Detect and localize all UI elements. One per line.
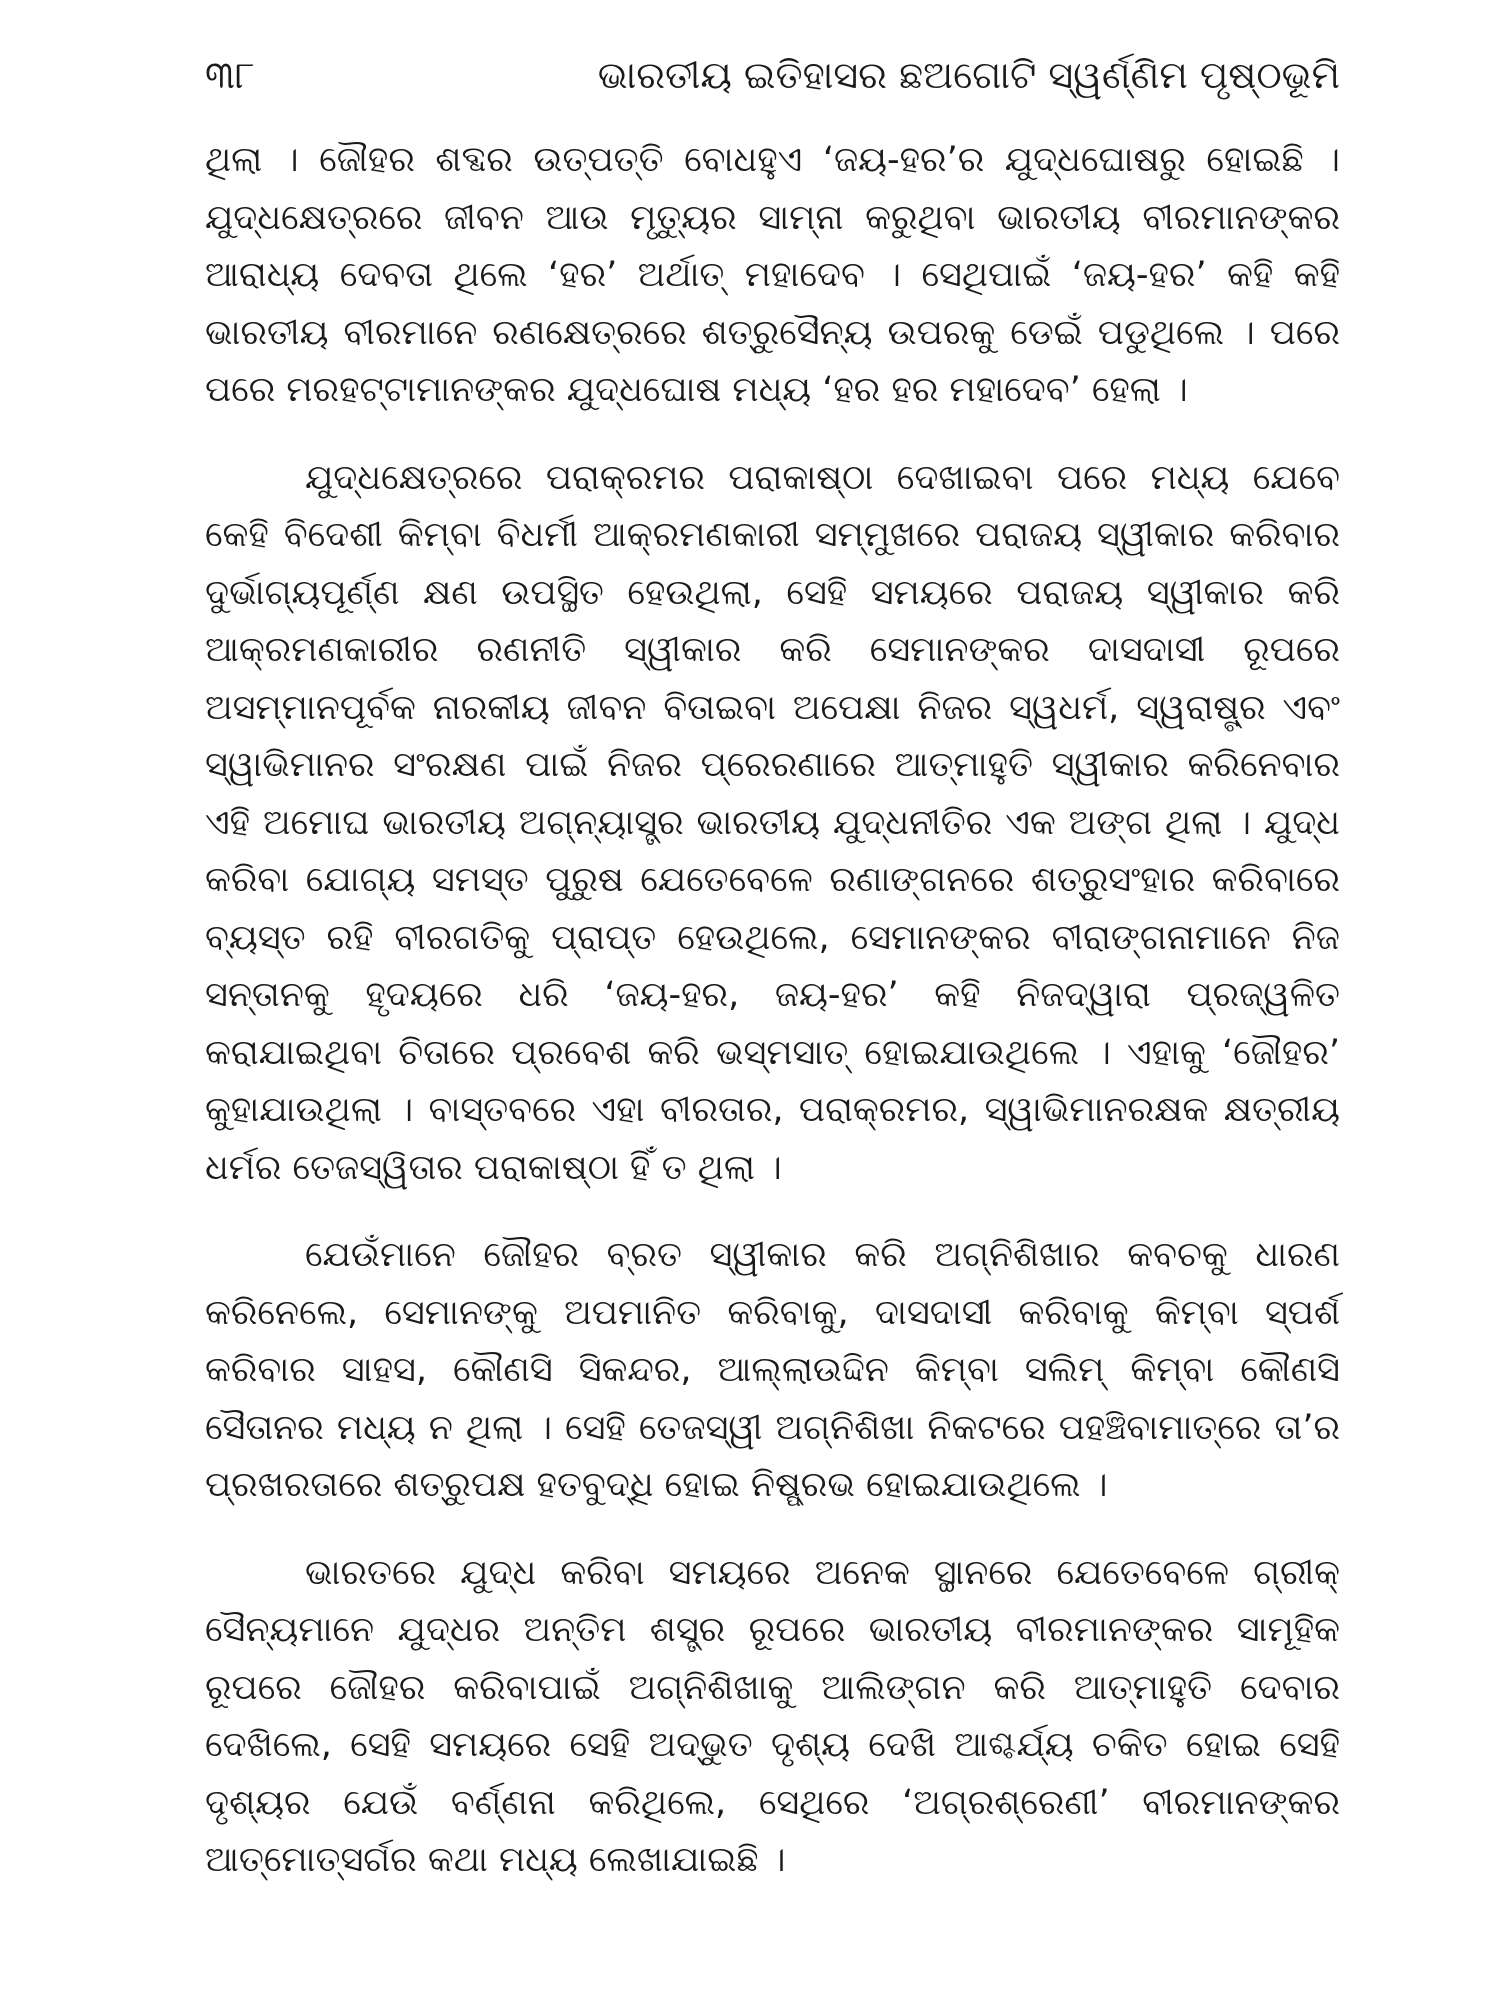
book-page	[205, 40, 1340, 1980]
paragraph-3: ଯେଉଁମାନେ ଜୌହର ବ୍ରତ ସ୍ୱୀକାର କରି ଅଗ୍ନିଶିଖାର କବଚକୁ ଧାରଣ କରିନେଲେ, ସେମାନଙ୍କୁ ଅପମାନିତ କରିବାକୁ, ଦାସଦାସୀ କରିବାକୁ କିମ୍ବା ସ୍ପର୍ଶ କରିବାର ସାହସ, କୌଣସି ସିକନ୍ଦର, ଆଲ୍ଲାଉଦ୍ଦିନ କିମ୍ବା ସଲିମ୍ କିମ୍ବା କୌଣସି ସୈତାନର ମଧ୍ୟ ନ ଥିଲା । ସେହି ତେଜସ୍ୱୀ ଅଗ୍ନିଶିଖା ନିକଟରେ ପହଞ୍ଚିବାମାତ୍ରେ ତା’ର ପ୍ରଖରତାରେ ଶତ୍ରୁପକ୍ଷ ହତବୁଦ୍ଧି ହୋଇ ନିଷ୍ପ୍ରଭ ହୋଇଯାଉଥିଲେ ।	[205, 1235, 1340, 1505]
running-title: ଭାରତୀୟ ଇତିହାସର ଛଅଗୋଟି ସ୍ୱର୍ଣ୍ଣିମ ପୃଷ୍ଠଭୂମି	[597, 53, 1340, 97]
paragraph-2: ଯୁଦ୍ଧକ୍ଷେତ୍ରରେ ପରାକ୍ରମର ପରାକାଷ୍ଠା ଦେଖାଇବା ପରେ ମଧ୍ୟ ଯେବେ କେହି ବିଦେଶୀ କିମ୍ବା ବିଧର୍ମୀ ଆକ୍ରମଣକାରୀ ସମ୍ମୁଖରେ ପରାଜୟ ସ୍ୱୀକାର କରିବାର ଦୁର୍ଭାଗ୍ୟପୂର୍ଣ୍ଣ କ୍ଷଣ ଉପସ୍ଥିତ ହେଉଥିଲା, ସେହି ସମୟରେ ପରାଜୟ ସ୍ୱୀକାର କରି ଆକ୍ରମଣକାରୀର ରଣନୀତି ସ୍ୱୀକାର କରି ସେମାନଙ୍କର ଦାସଦାସୀ ରୂପରେ ଅସମ୍ମାନପୂର୍ବକ ନାରକୀୟ ଜୀବନ ବିତାଇବା ଅପେକ୍ଷା ନିଜର ସ୍ୱଧର୍ମ, ସ୍ୱରାଷ୍ଟ୍ର ଏବଂ ସ୍ୱାଭିମାନର ସଂରକ୍ଷଣ ପାଇଁ ନିଜର ପ୍ରେରଣାରେ ଆତ୍ମାହୁତି ସ୍ୱୀକାର କରିନେବାର ଏହି ଅମୋଘ ଭାରତୀୟ ଅଗ୍ନ୍ୟାସ୍ତ୍ର ଭାରତୀୟ ଯୁଦ୍ଧନୀତିର ଏକ ଅଙ୍ଗ ଥିଲା । ଯୁଦ୍ଧ କରିବା ଯୋଗ୍ୟ ସମସ୍ତ ପୁରୁଷ ଯେତେବେଳେ ରଣାଙ୍ଗନରେ ଶତ୍ରୁସଂହାର କରିବାରେ ବ୍ୟସ୍ତ ରହି ବୀରଗତିକୁ ପ୍ରାପ୍ତ ହେଉଥିଲେ, ସେମାନଙ୍କର ବୀରାଙ୍ଗନାମାନେ ନିଜ ସନ୍ତାନକୁ ହୃଦୟରେ ଧରି ‘ଜୟ-ହର, ଜୟ-ହର’ କହି ନିଜଦ୍ୱାରା ପ୍ରଜ୍ୱଳିତ କରାଯାଇଥିବା ଚିତାରେ ପ୍ରବେଶ କରି ଭସ୍ମସାତ୍ ହୋଇଯାଉଥିଲେ । ଏହାକୁ ‘ଜୌହର’ କୁହାଯାଉଥିଲା । ବାସ୍ତବରେ ଏହା ବୀରତାର, ପରାକ୍ରମର, ସ୍ୱାଭିମାନରକ୍ଷକ କ୍ଷତ୍ରୀୟ ଧର୍ମର ତେଜସ୍ୱିତାର ପରାକାଷ୍ଠା ହିଁ ତ ଥିଲା ।	[205, 457, 1340, 1188]
paragraph-4: ଭାରତରେ ଯୁଦ୍ଧ କରିବା ସମୟରେ ଅନେକ ସ୍ଥାନରେ ଯେତେବେଳେ ଗ୍ରୀକ୍ ସୈନ୍ୟମାନେ ଯୁଦ୍ଧର ଅନ୍ତିମ ଶସ୍ତ୍ର ରୂପରେ ଭାରତୀୟ ବୀରମାନଙ୍କର ସାମୂହିକ ରୂପରେ ଜୌହର କରିବାପାଇଁ ଅଗ୍ନିଶିଖାକୁ ଆଲିଙ୍ଗନ କରି ଆତ୍ମାହୁତି ଦେବାର ଦେଖିଲେ, ସେହି ସମୟରେ ସେହି ଅଦ୍ଭୁତ ଦୃଶ୍ୟ ଦେଖି ଆଶ୍ଚର୍ଯ୍ୟ ଚକିତ ହୋଇ ସେହି ଦୃଶ୍ୟର ଯେଉଁ ବର୍ଣ୍ଣନା କରିଥିଲେ, ସେଥିରେ ‘ଅଗ୍ରଶ୍ରେଣୀ’ ବୀରମାନଙ୍କର ଆତ୍ମୋତ୍ସର୍ଗର କଥା ମଧ୍ୟ ଲେଖାଯାଇଛି ।	[205, 1552, 1340, 1880]
page-number: ୩୮	[205, 53, 255, 97]
body-text	[205, 132, 1340, 1890]
page-header	[205, 40, 1340, 110]
paragraph-1: ଥିଲା । ଜୌହର ଶବ୍ଦର ଉତ୍ପତ୍ତି ବୋଧହୁଏ ‘ଜୟ-ହର’ର ଯୁଦ୍ଧଘୋଷରୁ ହୋଇଛି । ଯୁଦ୍ଧକ୍ଷେତ୍ରରେ ଜୀବନ ଆଉ ମୃତ୍ୟୁର ସାମ୍ନା କରୁଥିବା ଭାରତୀୟ ବୀରମାନଙ୍କର ଆରାଧ୍ୟ ଦେବତା ଥିଲେ ‘ହର’ ଅର୍ଥାତ୍ ମହାଦେବ । ସେଥିପାଇଁ ‘ଜୟ-ହର’ କହି କହି ଭାରତୀୟ ବୀରମାନେ ରଣକ୍ଷେତ୍ରରେ ଶତ୍ରୁସୈନ୍ୟ ଉପରକୁ ଡେଇଁ ପଡୁଥିଲେ । ପରେ ପରେ ମରହଟ୍ଟାମାନଙ୍କର ଯୁଦ୍ଧଘୋଷ ମଧ୍ୟ ‘ହର ହର ମହାଦେବ’ ହେଲା ।	[205, 140, 1340, 410]
